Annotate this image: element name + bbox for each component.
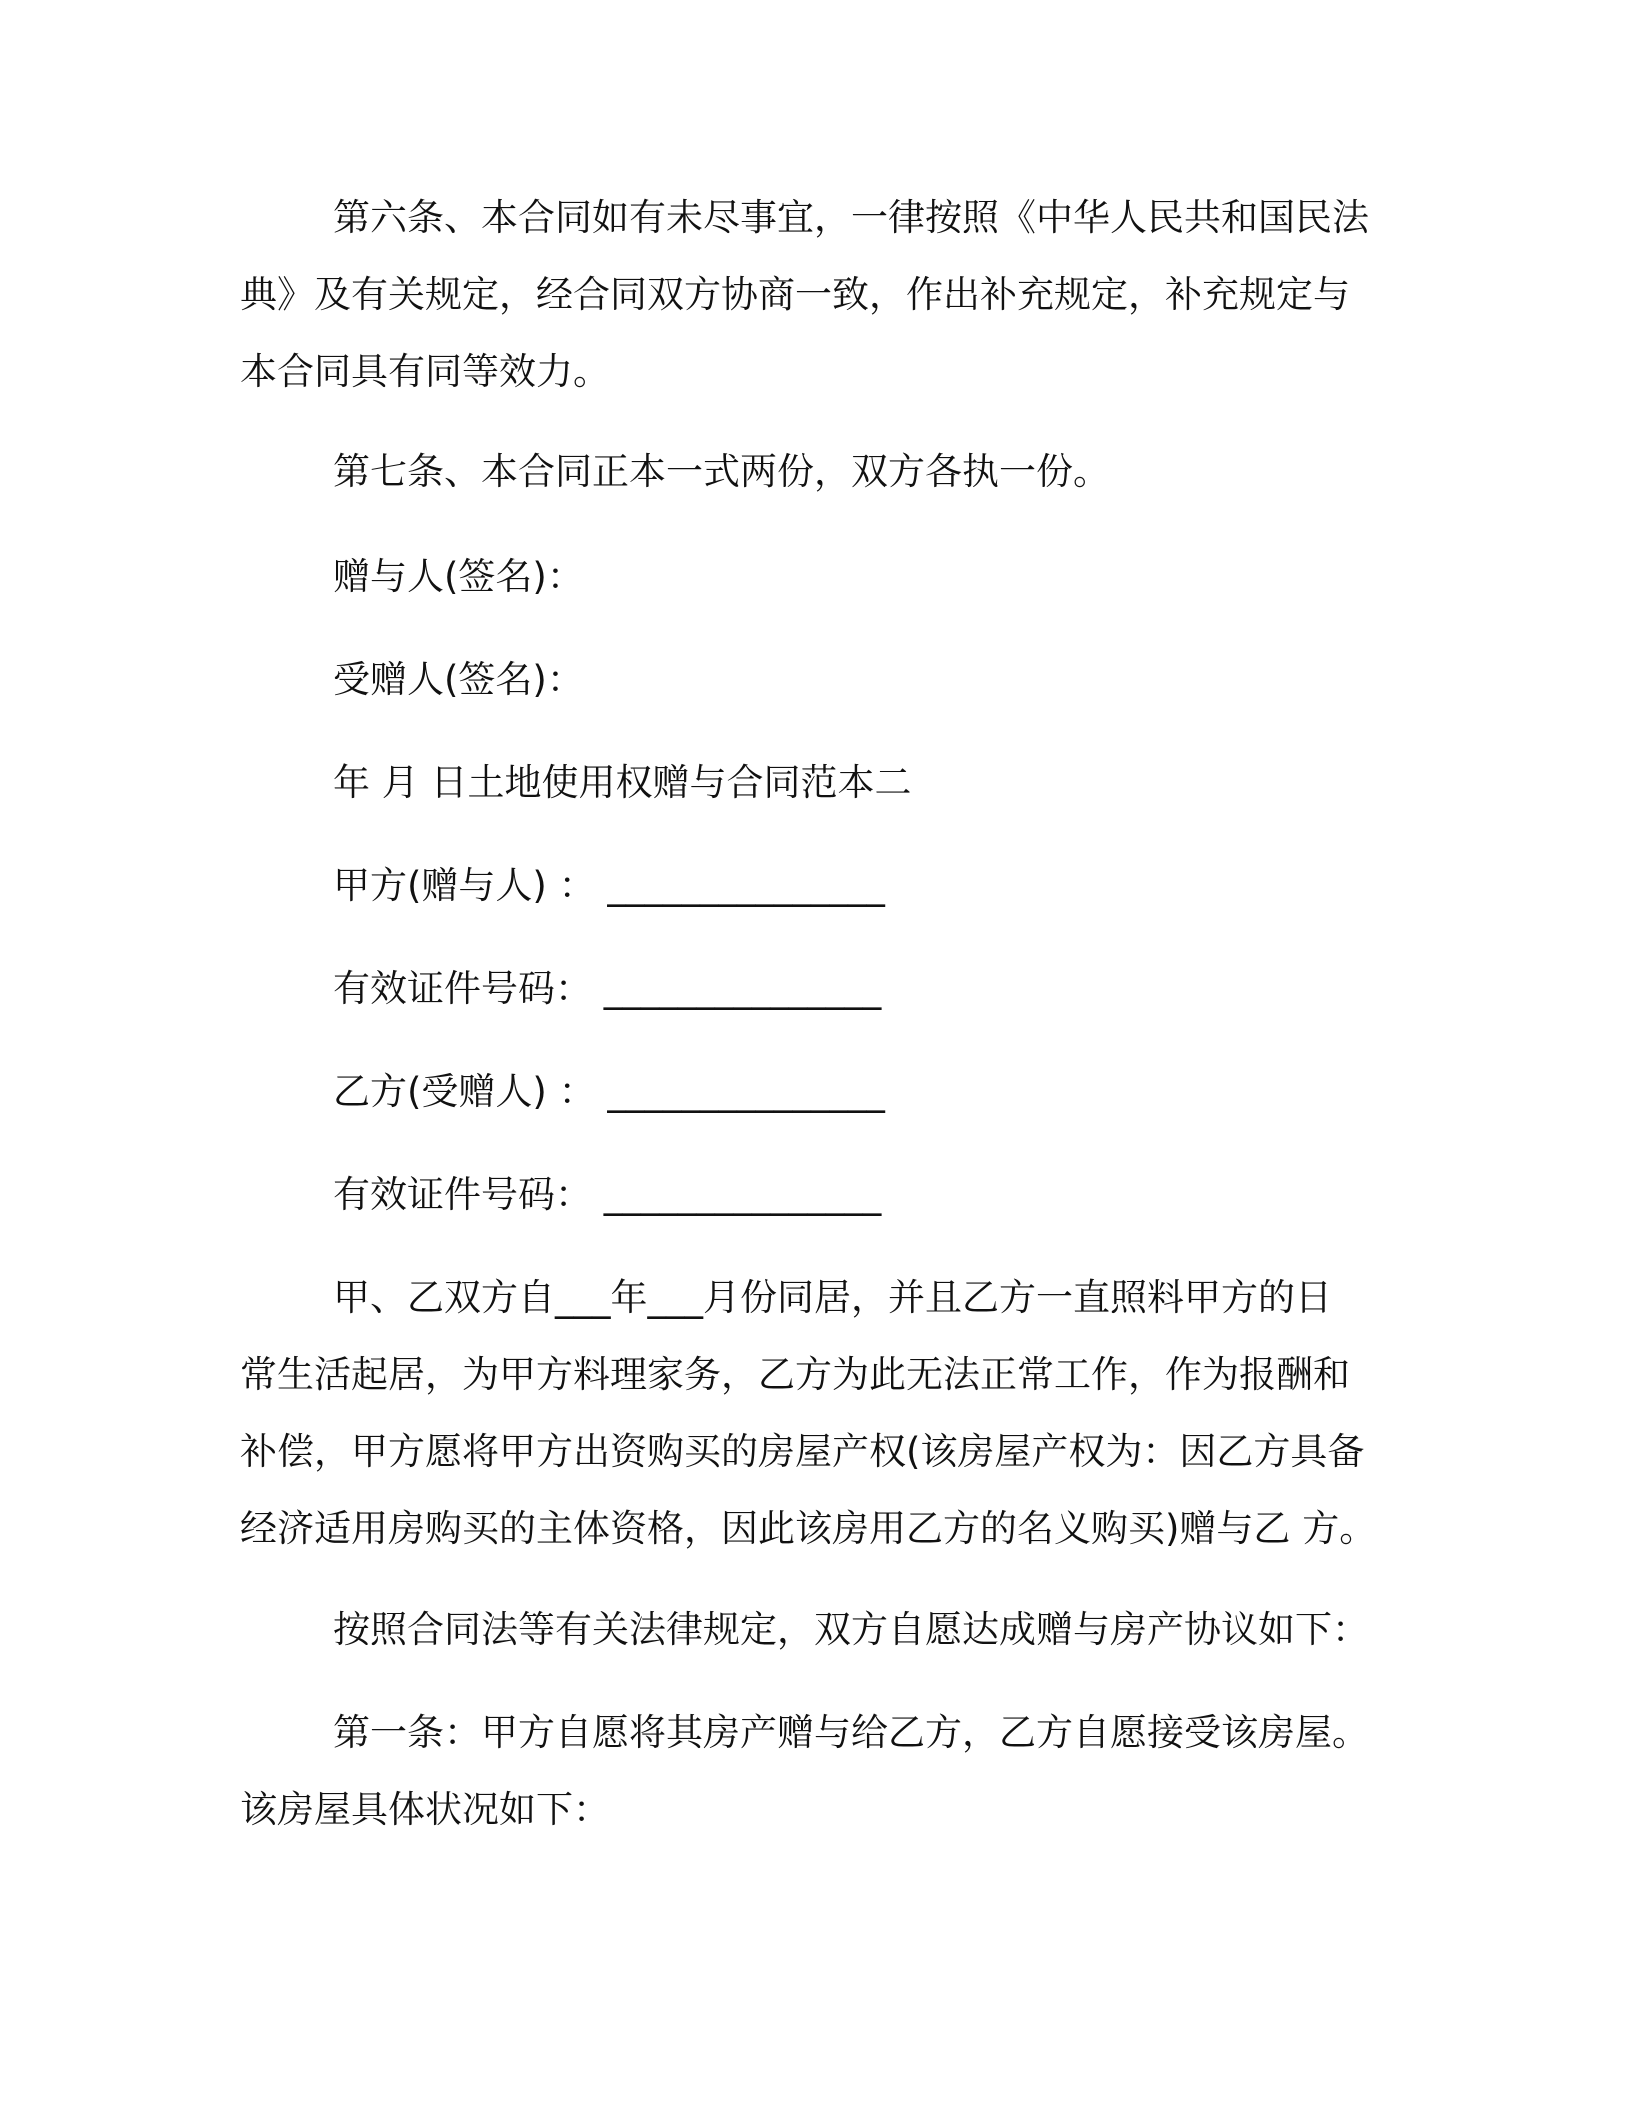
party-a-id-line: 有效证件号码： _______________ xyxy=(333,967,882,1010)
clause-6-line-2: 典》及有关规定，经合同双方协商一致，作出补充规定，补充规定与 xyxy=(240,273,1350,316)
background-para-line-2: 常生活起居，为甲方料理家务，乙方为此无法正常工作，作为报酬和 xyxy=(240,1353,1350,1396)
article-1-line-2: 该房屋具体状况如下： xyxy=(240,1788,610,1831)
article-1-line-1: 第一条：甲方自愿将其房产赠与给乙方，乙方自愿接受该房屋。 xyxy=(333,1711,1369,1754)
clause-7: 第七条、本合同正本一式两份，双方各执一份。 xyxy=(333,450,1110,493)
date-and-title-line: 年 月 日土地使用权赠与合同范本二 xyxy=(333,761,912,804)
background-para-line-3: 补偿，甲方愿将甲方出资购买的房屋产权(该房屋产权为：因乙方具备 xyxy=(240,1430,1365,1473)
recipient-signature-line: 受赠人(签名)： xyxy=(333,658,584,701)
donor-signature-line: 赠与人(签名)： xyxy=(333,555,584,598)
party-a-line: 甲方(赠与人) ： _______________ xyxy=(333,864,885,907)
agreement-intro: 按照合同法等有关法律规定，双方自愿达成赠与房产协议如下： xyxy=(333,1608,1369,1651)
background-para-line-1: 甲、乙双方自___年___月份同居，并且乙方一直照料甲方的日 xyxy=(333,1276,1332,1319)
clause-6-line-1: 第六条、本合同如有未尽事宜，一律按照《中华人民共和国民法 xyxy=(333,196,1369,239)
party-b-line: 乙方(受赠人) ： _______________ xyxy=(333,1070,885,1113)
clause-6-line-3: 本合同具有同等效力。 xyxy=(240,350,610,393)
party-b-id-line: 有效证件号码： _______________ xyxy=(333,1173,882,1216)
background-para-line-4: 经济适用房购买的主体资格，因此该房用乙方的名义购买)赠与乙 方。 xyxy=(240,1507,1377,1550)
